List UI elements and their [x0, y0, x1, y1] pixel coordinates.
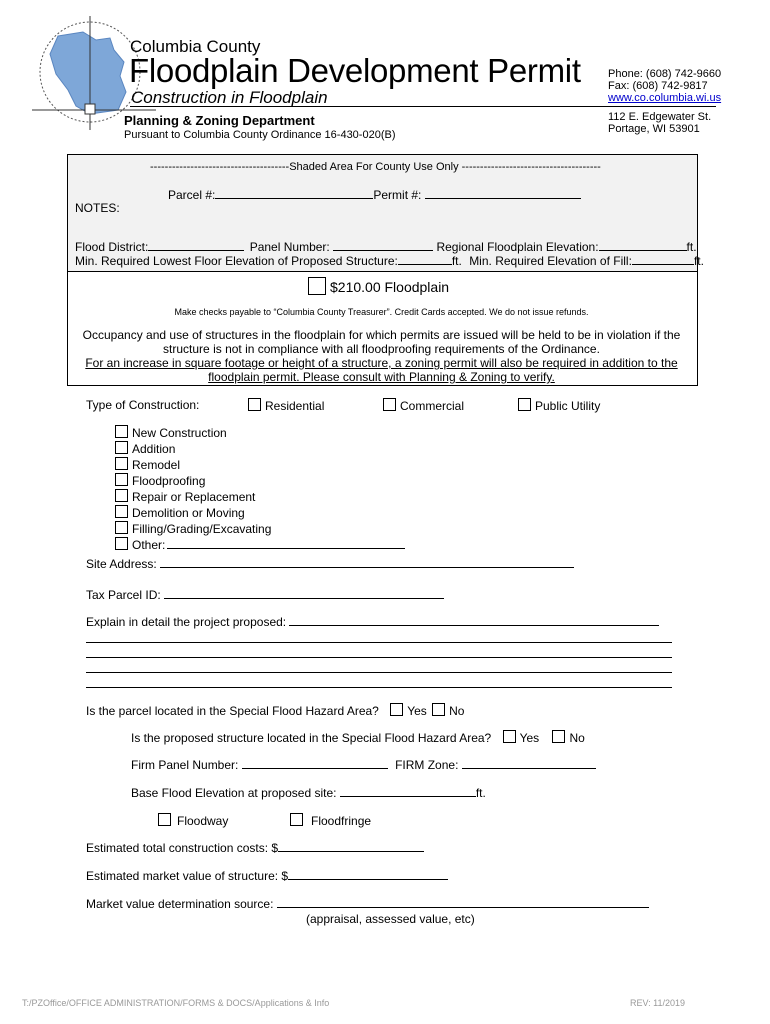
explain-input-1[interactable]: [289, 625, 659, 626]
parcel-sfha-no-checkbox[interactable]: [432, 703, 445, 716]
floodway-label: Floodway: [177, 814, 229, 828]
construction-options: [115, 425, 405, 553]
construction-cost-input[interactable]: [278, 851, 424, 852]
parcel-input[interactable]: [215, 198, 373, 199]
structure-sfha-no-checkbox[interactable]: [552, 730, 565, 743]
residential-label: Residential: [265, 399, 325, 413]
parcel-sfha-question: [86, 703, 464, 718]
min-fill-label: Min. Required Elevation of Fill:: [469, 254, 632, 268]
structure-sfha-question: [131, 730, 585, 745]
regional-elevation-input[interactable]: [599, 250, 687, 251]
type-commercial[interactable]: [383, 398, 464, 413]
option-label: Floodproofing: [132, 474, 206, 488]
bfe-input[interactable]: [340, 796, 476, 797]
option-addition[interactable]: [115, 441, 405, 457]
address-line-1: 112 E. Edgewater St.: [608, 111, 712, 123]
explain-line-4[interactable]: [86, 672, 672, 673]
department-name: Planning & Zoning Department: [124, 113, 315, 128]
fee-amount: $210.00 Floodplain: [330, 279, 450, 295]
permit-label: Permit #:: [373, 188, 422, 202]
checkbox[interactable]: [115, 473, 128, 486]
panel-number-input[interactable]: [333, 250, 433, 251]
bfe-label: Base Flood Elevation at proposed site:: [131, 786, 337, 800]
explain-row: [86, 615, 659, 629]
checkbox[interactable]: [115, 505, 128, 518]
no-label: No: [569, 731, 585, 745]
flood-district-row: [75, 240, 697, 254]
bfe-row: [131, 786, 486, 800]
firm-row: [131, 758, 596, 772]
page-title: Floodplain Development Permit: [129, 52, 581, 89]
site-address-row: [86, 557, 574, 571]
subtitle: Construction in Floodplain: [131, 88, 328, 107]
flood-district-input[interactable]: [148, 250, 244, 251]
min-fill-input[interactable]: [632, 264, 694, 265]
parcel-sfha-label: Is the parcel located in the Special Flood Hazard Area?: [86, 704, 379, 718]
notes-label: NOTES:: [75, 201, 120, 215]
option-other[interactable]: [115, 537, 405, 553]
no-label: No: [449, 704, 465, 718]
checkbox[interactable]: [115, 441, 128, 454]
other-input[interactable]: [167, 548, 405, 549]
firm-zone-input[interactable]: [462, 768, 596, 769]
min-elevation-row: [75, 254, 704, 268]
tax-parcel-row: [86, 588, 444, 602]
value-source-hint: (appraisal, assessed value, etc): [306, 912, 475, 926]
file-path: T:/PZOffice/OFFICE ADMINISTRATION/FORMS & DOCS/Applications & Info: [22, 998, 330, 1008]
residential-checkbox[interactable]: [248, 398, 261, 411]
revision: REV: 11/2019: [630, 998, 686, 1008]
value-source-input[interactable]: [277, 907, 649, 908]
firm-panel-input[interactable]: [242, 768, 388, 769]
fax: Fax: (608) 742-9817: [608, 80, 708, 92]
option-remodel[interactable]: [115, 457, 405, 473]
parcel-field: [168, 188, 581, 202]
structure-sfha-label: Is the proposed structure located in the Special Flood Hazard Area?: [131, 731, 492, 745]
option-label: Remodel: [132, 458, 181, 472]
floodway-option[interactable]: [158, 813, 228, 828]
option-label: New Construction: [132, 426, 227, 440]
floodfringe-label: Floodfringe: [311, 814, 372, 828]
flood-district-label: Flood District:: [75, 240, 149, 254]
market-value-row: [86, 869, 448, 883]
floodfringe-option[interactable]: [290, 813, 371, 828]
yes-label: Yes: [407, 704, 427, 718]
structure-sfha-yes-checkbox[interactable]: [503, 730, 516, 743]
checkbox[interactable]: [115, 489, 128, 502]
checkbox[interactable]: [115, 425, 128, 438]
construction-type-label: Type of Construction:: [86, 398, 200, 412]
commercial-label: Commercial: [400, 399, 465, 413]
parcel-sfha-yes-checkbox[interactable]: [390, 703, 403, 716]
construction-cost-label: Estimated total construction costs: $: [86, 841, 279, 855]
public-utility-checkbox[interactable]: [518, 398, 531, 411]
explain-line-2[interactable]: [86, 642, 672, 643]
option-floodproofing[interactable]: [115, 473, 405, 489]
checkbox[interactable]: [115, 457, 128, 470]
market-value-input[interactable]: [288, 879, 448, 880]
value-source-row: [86, 897, 649, 911]
county-name: Columbia County: [130, 37, 261, 56]
option-label: Other:: [132, 538, 166, 552]
option-new-construction[interactable]: [115, 425, 405, 441]
option-repair[interactable]: [115, 489, 405, 505]
address-line-2: Portage, WI 53901: [608, 123, 700, 135]
header-rule: [130, 106, 716, 107]
tax-parcel-input[interactable]: [164, 598, 444, 599]
explain-label: Explain in detail the project proposed:: [86, 615, 287, 629]
min-floor-label: Min. Required Lowest Floor Elevation of Proposed Structure:: [75, 254, 398, 268]
commercial-checkbox[interactable]: [383, 398, 396, 411]
tax-parcel-label: Tax Parcel ID:: [86, 588, 161, 602]
ordinance-reference: Pursuant to Columbia County Ordinance 16-430-020(B): [124, 129, 396, 141]
market-value-label: Estimated market value of structure: $: [86, 869, 289, 883]
website-link[interactable]: www.co.columbia.wi.us: [608, 92, 722, 104]
site-address-input[interactable]: [160, 567, 574, 568]
explain-line-3[interactable]: [86, 657, 672, 658]
bfe-unit: ft.: [475, 786, 486, 800]
regional-elevation-label: Regional Floodplain Elevation:: [436, 240, 599, 254]
firm-panel-label: Firm Panel Number:: [131, 758, 239, 772]
fee-row: [308, 277, 449, 295]
min-fill-unit: ft.: [693, 254, 704, 268]
option-demolition[interactable]: [115, 505, 405, 521]
floodway-checkbox[interactable]: [158, 813, 171, 826]
county-use-banner: --------------------------------------Shaded Area For County Use Only --------------------------------------: [150, 161, 601, 173]
yes-label: Yes: [519, 731, 540, 745]
checks-note: Make checks payable to “Columbia County Treasurer”. Credit Cards accepted. We do not issue refunds.: [174, 307, 589, 317]
panel-number-label: Panel Number:: [249, 240, 330, 254]
fee-checkbox[interactable]: [308, 277, 326, 295]
permit-input[interactable]: [425, 198, 581, 199]
option-label: Demolition or Moving: [132, 506, 245, 520]
type-residential[interactable]: [248, 398, 324, 413]
option-filling[interactable]: [115, 521, 405, 537]
occupancy-notice: Occupancy and use of structures in the floodplain for which permits are issued will be held to be in violation if the structure is not in compliance with all floodproofing requirements of the Ordinance.: [82, 328, 681, 356]
value-source-label: Market value determination source:: [86, 897, 274, 911]
checkbox[interactable]: [115, 521, 128, 534]
zoning-permit-notice: For an increase in square footage or height of a structure, a zoning permit will also be required in addition to the floodplain permit. Please consult with Planning & Zoning to verify.: [85, 356, 678, 384]
construction-cost-row: [86, 841, 424, 855]
regional-elevation-unit: ft.: [686, 240, 697, 254]
public-utility-label: Public Utility: [535, 399, 601, 413]
checkbox[interactable]: [115, 537, 128, 550]
option-label: Repair or Replacement: [132, 490, 256, 504]
min-floor-input[interactable]: [398, 264, 452, 265]
parcel-label: Parcel #:: [168, 188, 216, 202]
type-public-utility[interactable]: [518, 398, 600, 413]
option-label: Addition: [132, 442, 176, 456]
firm-zone-label: FIRM Zone:: [395, 758, 459, 772]
min-floor-unit: ft.: [451, 254, 462, 268]
site-address-label: Site Address:: [86, 557, 157, 571]
floodfringe-checkbox[interactable]: [290, 813, 303, 826]
option-label: Filling/Grading/Excavating: [132, 522, 272, 536]
explain-line-5[interactable]: [86, 687, 672, 688]
phone: Phone: (608) 742-9660: [608, 68, 722, 80]
